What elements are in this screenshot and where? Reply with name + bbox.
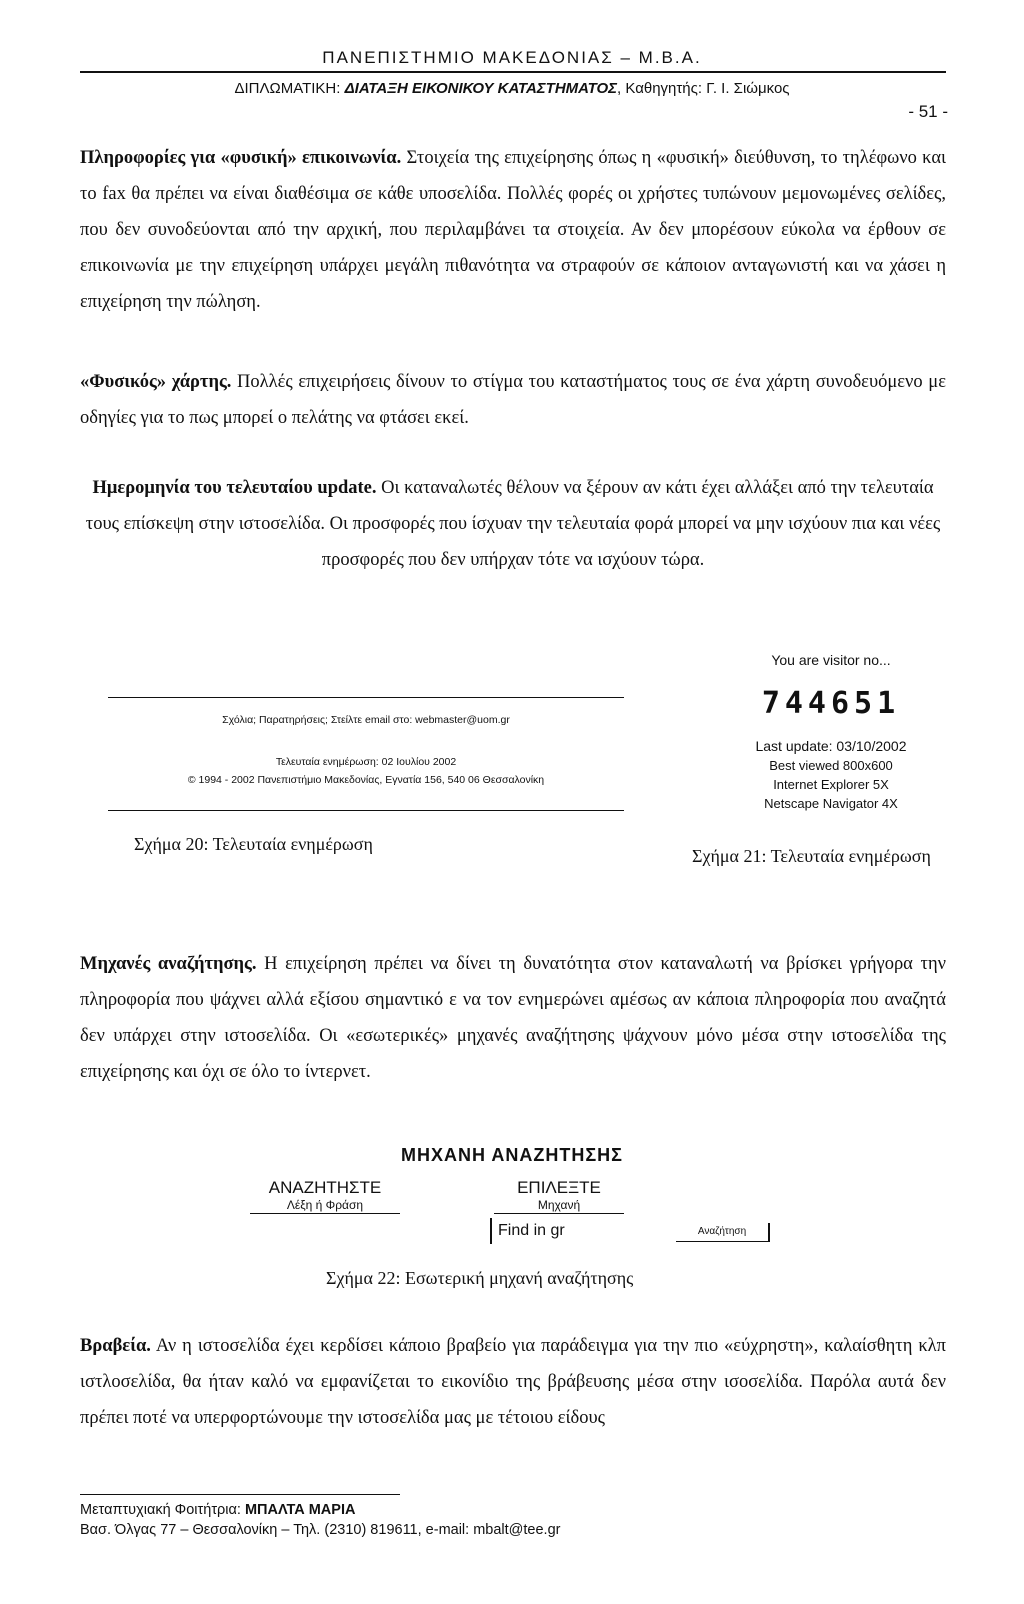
visitor-counter: 744651 <box>761 686 901 721</box>
paragraph-update <box>80 470 946 578</box>
search-field-label: ΑΝΑΖΗΤΗΣΤΕ <box>268 1178 382 1197</box>
search-button[interactable]: Αναζήτηση <box>676 1223 770 1242</box>
paragraph-map <box>80 364 946 436</box>
footer-rule <box>80 1494 400 1495</box>
footer-address: Βασ. Όλγας 77 – Θεσσαλονίκη – Τηλ. (2310) 819611, e-mail: mbalt@tee.gr <box>80 1522 561 1538</box>
engine-select[interactable]: Find in gr <box>490 1218 634 1244</box>
header-university: ΠΑΝΕΠΙΣΤΗΜΙΟ ΜΑΚΕΔΟΝΙΑΣ – Μ.Β.Α. <box>322 48 702 67</box>
search-engine-title: ΜΗΧΑΝΗ ΑΝΑΖΗΤΗΣΗΣ <box>401 1145 623 1165</box>
engine-select-label: ΕΠΙΛΕΞΤΕ <box>517 1178 601 1197</box>
paragraph-text: Στοιχεία της επιχείρησης όπως η «φυσική» διεύθυνση, το τηλέφωνο και το fax θα πρέπει να είναι διαθέσιμα σε κάθε υποσελίδα. Πολλές φορές οι χρήστες τυπώνουν μεμονωμένες σελίδες, που δεν συνοδεύονται από την αρχική, που περιλαμβάνει τα στοιχεία. Αν δεν μπορέσουν εύκολα να έρθουν σε επικοινωνία με την επιχείρηση υπάρχει μεγάλη πιθανότητα να στραφούν σε κάποιον ανταγωνιστή και να χάσει η επιχείρηση την πώληση. <box>80 148 947 312</box>
header-thesis <box>0 80 1024 97</box>
ie-text: Internet Explorer 5X <box>773 777 889 792</box>
figure22-caption: Σχήμα 22: Εσωτερική μηχανή αναζήτησης <box>326 1268 634 1288</box>
paragraph-text: Η επιχείρηση πρέπει να δίνει τη δυνατότητα στον καταναλωτή να βρίσκει γρήγορα την πληροφορία που ψάχνει αλλά εξίσου σημαντικό ε να τον ενημερώνει αμέσως αν κάποια πληροφορία που αναζητά δεν υπάρχει στην ιστοσελίδα. Οι «εσωτερικές» μηχανές αναζήτησης ψάχνουν μόνο μέσα στην ιστοσελίδα της επιχείρησης και όχι σε όλο το ίντερνετ. <box>80 954 946 1082</box>
thesis-supervisor: , Καθηγητής: Γ. Ι. Σιώμκος <box>617 80 790 97</box>
student-prefix: Μεταπτυχιακή Φοιτήτρια: <box>80 1502 245 1518</box>
paragraph-heading: Μηχανές αναζήτησης. <box>80 954 257 974</box>
figure20-top-rule <box>108 697 624 698</box>
netscape-text: Netscape Navigator 4X <box>764 796 898 811</box>
figure20-caption: Σχήμα 20: Τελευταία ενημέρωση <box>134 834 373 854</box>
figure20-bottom-rule <box>108 810 624 811</box>
header-rule <box>80 71 946 73</box>
paragraph-heading: «Φυσικός» χάρτης. <box>80 372 232 392</box>
figure21-caption: Σχήμα 21: Τελευταία ενημέρωση <box>692 846 931 866</box>
paragraph-awards <box>80 1328 946 1436</box>
last-update-text: Last update: 03/10/2002 <box>755 738 907 754</box>
paragraph-contact <box>80 140 946 320</box>
thesis-title: ΔΙΑΤΑΞΗ ΕΙΚΟΝΙΚΟΥ ΚΑΤΑΣΤΗΜΑΤΟΣ <box>344 80 618 97</box>
page-number: - 51 - <box>908 102 948 121</box>
student-name: ΜΠΑΛΤΑ ΜΑΡΙΑ <box>244 1502 356 1518</box>
paragraph-search <box>80 946 946 1090</box>
paragraph-heading: Ημερομηνία του τελευταίου update. <box>92 478 377 498</box>
paragraph-text: Πολλές επιχειρήσεις δίνουν το στίγμα του καταστήματος τους σε ένα χάρτη συνοδευόμενο με οδηγίες για το πως μπορεί ο πελάτης να φτάσει εκεί. <box>80 372 946 428</box>
engine-select-sublabel: Μηχανή <box>494 1198 624 1214</box>
visitor-label: You are visitor no... <box>771 652 891 668</box>
paragraph-heading: Πληροφορίες για «φυσική» επικοινωνία. <box>80 148 402 168</box>
paragraph-heading: Βραβεία. <box>80 1336 151 1356</box>
figure20-copyright: © 1994 - 2002 Πανεπιστήμιο Μακεδονίας, Εγνατία 156, 540 06 Θεσσαλονίκη <box>187 774 545 786</box>
thesis-prefix: ΔΙΠΛΩΜΑΤΙΚΗ: <box>234 80 345 97</box>
best-viewed-text: Best viewed 800x600 <box>769 758 893 773</box>
search-field-sublabel[interactable]: Λέξη ή Φράση <box>250 1198 400 1214</box>
paragraph-text: Αν η ιστοσελίδα έχει κερδίσει κάποιο βραβείο για παράδειγμα για την πιο «εύχρηστη», καλαίσθητη κλπ ιστλοσελίδα, θα ήταν καλό να εμφανίζεται το εικονίδιο της βράβευσης μέσα στην ισοσελίδα. Παρόλα αυτά δεν πρέπει ποτέ να υπερφορτώνουμε την ιστοσελίδα μας με τέτοιου είδους <box>80 1336 946 1428</box>
figure20-comments: Σχόλια; Παρατηρήσεις; Στείλτε email στο: webmaster@uom.gr <box>222 714 510 726</box>
figure20-last-update: Τελευταία ενημέρωση: 02 Ιουλίου 2002 <box>275 756 457 768</box>
paragraph-text: Οι καταναλωτές θέλουν να ξέρουν αν κάτι έχει αλλάξει από την τελευταία τους επίσκεψη στην ιστοσελίδα. Οι προσφορές που ίσχυαν την τελευταία φορά μπορεί να μην ισχύουν πια και νέες προσφορές που δεν υπήρχαν τότε να ισχύουν τώρα. <box>85 478 941 570</box>
footer-student <box>80 1502 355 1518</box>
